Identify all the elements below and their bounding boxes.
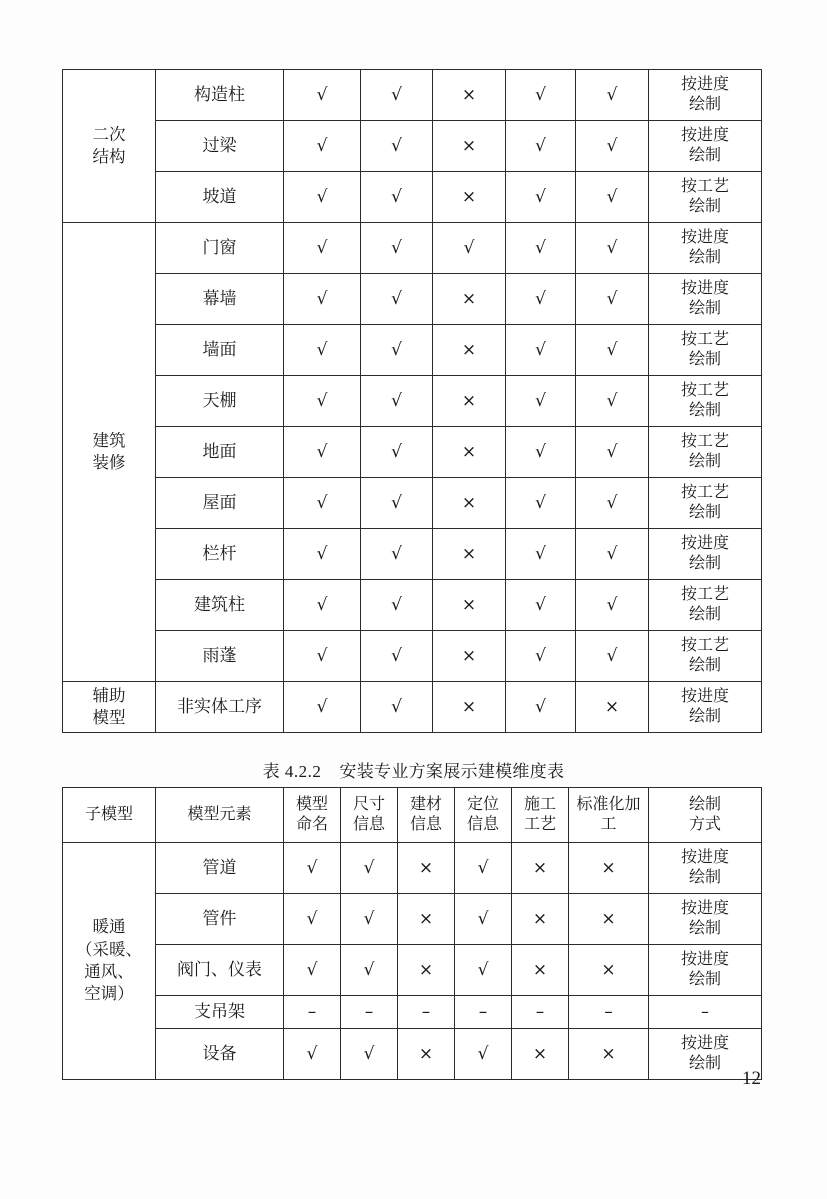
table-caption <box>0 757 827 782</box>
model-element-cell: 墙面 <box>156 325 284 376</box>
drawing-method-cell: 按工艺 绘制 <box>649 172 762 223</box>
model-element-cell: 坡道 <box>156 172 284 223</box>
check-mark-cell: √ <box>284 274 361 325</box>
check-mark-cell: √ <box>576 376 649 427</box>
cross-mark-cell: × <box>433 172 506 223</box>
submodel-group-cell: 辅助 模型 <box>63 682 156 733</box>
column-header-cell: 建材 信息 <box>398 788 455 843</box>
table-row <box>63 631 762 682</box>
check-mark-cell: √ <box>284 843 341 894</box>
cross-mark-cell: × <box>433 121 506 172</box>
check-mark-cell: √ <box>506 325 576 376</box>
drawing-method-cell: 按进度 绘制 <box>649 945 762 996</box>
cross-mark-cell: × <box>433 70 506 121</box>
cross-mark-cell: × <box>433 478 506 529</box>
check-mark-cell: √ <box>284 682 361 733</box>
submodel-group-cell: 建筑 装修 <box>63 223 156 682</box>
drawing-method-cell: 按进度 绘制 <box>649 121 762 172</box>
drawing-method-cell: 按进度 绘制 <box>649 843 762 894</box>
check-mark-cell: √ <box>506 427 576 478</box>
model-element-cell: 设备 <box>156 1029 284 1080</box>
table-row <box>63 223 762 274</box>
check-mark-cell: √ <box>576 172 649 223</box>
table-row <box>63 996 762 1029</box>
table-caption-title: 安装专业方案展示建模维度表 <box>339 762 565 781</box>
cross-mark-cell: × <box>433 376 506 427</box>
drawing-method-cell: 按工艺 绘制 <box>649 478 762 529</box>
dash-cell: – <box>455 996 512 1029</box>
check-mark-cell: √ <box>361 580 433 631</box>
check-mark-cell: √ <box>506 121 576 172</box>
check-mark-cell: √ <box>506 70 576 121</box>
check-mark-cell: √ <box>284 580 361 631</box>
check-mark-cell: √ <box>361 478 433 529</box>
table-row <box>63 325 762 376</box>
page-number: 12 <box>742 1068 761 1089</box>
model-element-cell: 幕墙 <box>156 274 284 325</box>
check-mark-cell: √ <box>284 376 361 427</box>
check-mark-cell: √ <box>576 427 649 478</box>
table-row <box>63 121 762 172</box>
check-mark-cell: √ <box>284 121 361 172</box>
table-row <box>63 427 762 478</box>
check-mark-cell: √ <box>455 945 512 996</box>
table-row <box>63 843 762 894</box>
cross-mark-cell: × <box>433 274 506 325</box>
cross-mark-cell: × <box>433 580 506 631</box>
table-row <box>63 274 762 325</box>
model-element-cell: 天棚 <box>156 376 284 427</box>
cross-mark-cell: × <box>512 894 569 945</box>
cross-mark-cell: × <box>433 325 506 376</box>
check-mark-cell: √ <box>361 631 433 682</box>
model-element-cell: 建筑柱 <box>156 580 284 631</box>
check-mark-cell: √ <box>361 223 433 274</box>
check-mark-cell: √ <box>341 945 398 996</box>
drawing-method-cell: 按工艺 绘制 <box>649 427 762 478</box>
column-header-cell: 尺寸 信息 <box>341 788 398 843</box>
cross-mark-cell: × <box>433 427 506 478</box>
check-mark-cell: √ <box>576 121 649 172</box>
table-row <box>63 376 762 427</box>
submodel-group-cell: 暖通 （采暖、 通风、 空调） <box>63 843 156 1080</box>
table-row <box>63 529 762 580</box>
check-mark-cell: √ <box>341 843 398 894</box>
column-header-cell: 施工 工艺 <box>512 788 569 843</box>
cross-mark-cell: × <box>433 682 506 733</box>
cross-mark-cell: × <box>569 945 649 996</box>
check-mark-cell: √ <box>361 70 433 121</box>
drawing-method-cell: 按进度 绘制 <box>649 274 762 325</box>
cross-mark-cell: × <box>512 945 569 996</box>
column-header-cell: 模型元素 <box>156 788 284 843</box>
drawing-method-cell: 按工艺 绘制 <box>649 376 762 427</box>
check-mark-cell: √ <box>361 529 433 580</box>
model-element-cell: 过梁 <box>156 121 284 172</box>
table-header-row <box>63 788 762 843</box>
check-mark-cell: √ <box>455 843 512 894</box>
model-element-cell: 管件 <box>156 894 284 945</box>
check-mark-cell: √ <box>284 945 341 996</box>
check-mark-cell: √ <box>506 478 576 529</box>
drawing-method-cell: 按进度 绘制 <box>649 682 762 733</box>
table-caption-number: 表 4.2.2 <box>262 762 322 781</box>
check-mark-cell: √ <box>576 529 649 580</box>
table-row <box>63 478 762 529</box>
installation-modeling-dimension-table <box>62 787 762 1080</box>
check-mark-cell: √ <box>284 894 341 945</box>
table-row <box>63 70 762 121</box>
check-mark-cell: √ <box>284 172 361 223</box>
check-mark-cell: √ <box>576 631 649 682</box>
drawing-method-cell: 按进度 绘制 <box>649 1029 762 1080</box>
submodel-group-cell: 二次 结构 <box>63 70 156 223</box>
model-element-cell: 非实体工序 <box>156 682 284 733</box>
cross-mark-cell: × <box>398 945 455 996</box>
check-mark-cell: √ <box>284 70 361 121</box>
model-element-cell: 雨蓬 <box>156 631 284 682</box>
cross-mark-cell: × <box>398 894 455 945</box>
check-mark-cell: √ <box>433 223 506 274</box>
check-mark-cell: √ <box>361 376 433 427</box>
dash-cell: – <box>341 996 398 1029</box>
model-element-cell: 支吊架 <box>156 996 284 1029</box>
model-element-cell: 屋面 <box>156 478 284 529</box>
drawing-method-cell: 按进度 绘制 <box>649 529 762 580</box>
check-mark-cell: √ <box>576 325 649 376</box>
check-mark-cell: √ <box>284 478 361 529</box>
check-mark-cell: √ <box>506 529 576 580</box>
cross-mark-cell: × <box>576 682 649 733</box>
check-mark-cell: √ <box>284 631 361 682</box>
cross-mark-cell: × <box>569 894 649 945</box>
check-mark-cell: √ <box>284 1029 341 1080</box>
check-mark-cell: √ <box>506 580 576 631</box>
check-mark-cell: √ <box>361 172 433 223</box>
column-header-cell: 绘制 方式 <box>649 788 762 843</box>
drawing-method-cell: 按工艺 绘制 <box>649 631 762 682</box>
cross-mark-cell: × <box>512 1029 569 1080</box>
dash-cell: – <box>284 996 341 1029</box>
check-mark-cell: √ <box>576 274 649 325</box>
check-mark-cell: √ <box>576 478 649 529</box>
model-element-cell: 门窗 <box>156 223 284 274</box>
cross-mark-cell: × <box>512 843 569 894</box>
cross-mark-cell: × <box>433 529 506 580</box>
check-mark-cell: √ <box>455 894 512 945</box>
check-mark-cell: √ <box>361 682 433 733</box>
model-element-cell: 构造柱 <box>156 70 284 121</box>
column-header-cell: 模型 命名 <box>284 788 341 843</box>
check-mark-cell: √ <box>284 529 361 580</box>
check-mark-cell: √ <box>284 325 361 376</box>
drawing-method-cell: 按工艺 绘制 <box>649 580 762 631</box>
model-element-cell: 地面 <box>156 427 284 478</box>
modeling-dimension-table-part1 <box>62 69 762 733</box>
cross-mark-cell: × <box>398 843 455 894</box>
check-mark-cell: √ <box>361 121 433 172</box>
check-mark-cell: √ <box>341 894 398 945</box>
table-row <box>63 894 762 945</box>
model-element-cell: 管道 <box>156 843 284 894</box>
check-mark-cell: √ <box>506 223 576 274</box>
table-row <box>63 682 762 733</box>
check-mark-cell: √ <box>576 223 649 274</box>
dash-cell: – <box>398 996 455 1029</box>
cross-mark-cell: × <box>569 843 649 894</box>
check-mark-cell: √ <box>506 631 576 682</box>
model-element-cell: 阀门、仪表 <box>156 945 284 996</box>
column-header-cell: 子模型 <box>63 788 156 843</box>
check-mark-cell: √ <box>506 682 576 733</box>
drawing-method-cell: 按进度 绘制 <box>649 70 762 121</box>
cross-mark-cell: × <box>398 1029 455 1080</box>
check-mark-cell: √ <box>506 274 576 325</box>
column-header-cell: 定位 信息 <box>455 788 512 843</box>
dash-cell: – <box>512 996 569 1029</box>
table-row <box>63 580 762 631</box>
cross-mark-cell: × <box>569 1029 649 1080</box>
check-mark-cell: √ <box>361 325 433 376</box>
check-mark-cell: √ <box>284 223 361 274</box>
check-mark-cell: √ <box>455 1029 512 1080</box>
cross-mark-cell: × <box>433 631 506 682</box>
drawing-method-cell: – <box>649 996 762 1029</box>
drawing-method-cell: 按进度 绘制 <box>649 223 762 274</box>
check-mark-cell: √ <box>361 427 433 478</box>
table-row <box>63 945 762 996</box>
column-header-cell: 标准化加 工 <box>569 788 649 843</box>
check-mark-cell: √ <box>506 376 576 427</box>
dash-cell: – <box>569 996 649 1029</box>
check-mark-cell: √ <box>284 427 361 478</box>
table-row <box>63 1029 762 1080</box>
drawing-method-cell: 按进度 绘制 <box>649 894 762 945</box>
table-row <box>63 172 762 223</box>
check-mark-cell: √ <box>341 1029 398 1080</box>
check-mark-cell: √ <box>361 274 433 325</box>
drawing-method-cell: 按工艺 绘制 <box>649 325 762 376</box>
check-mark-cell: √ <box>576 580 649 631</box>
check-mark-cell: √ <box>576 70 649 121</box>
check-mark-cell: √ <box>506 172 576 223</box>
model-element-cell: 栏杆 <box>156 529 284 580</box>
